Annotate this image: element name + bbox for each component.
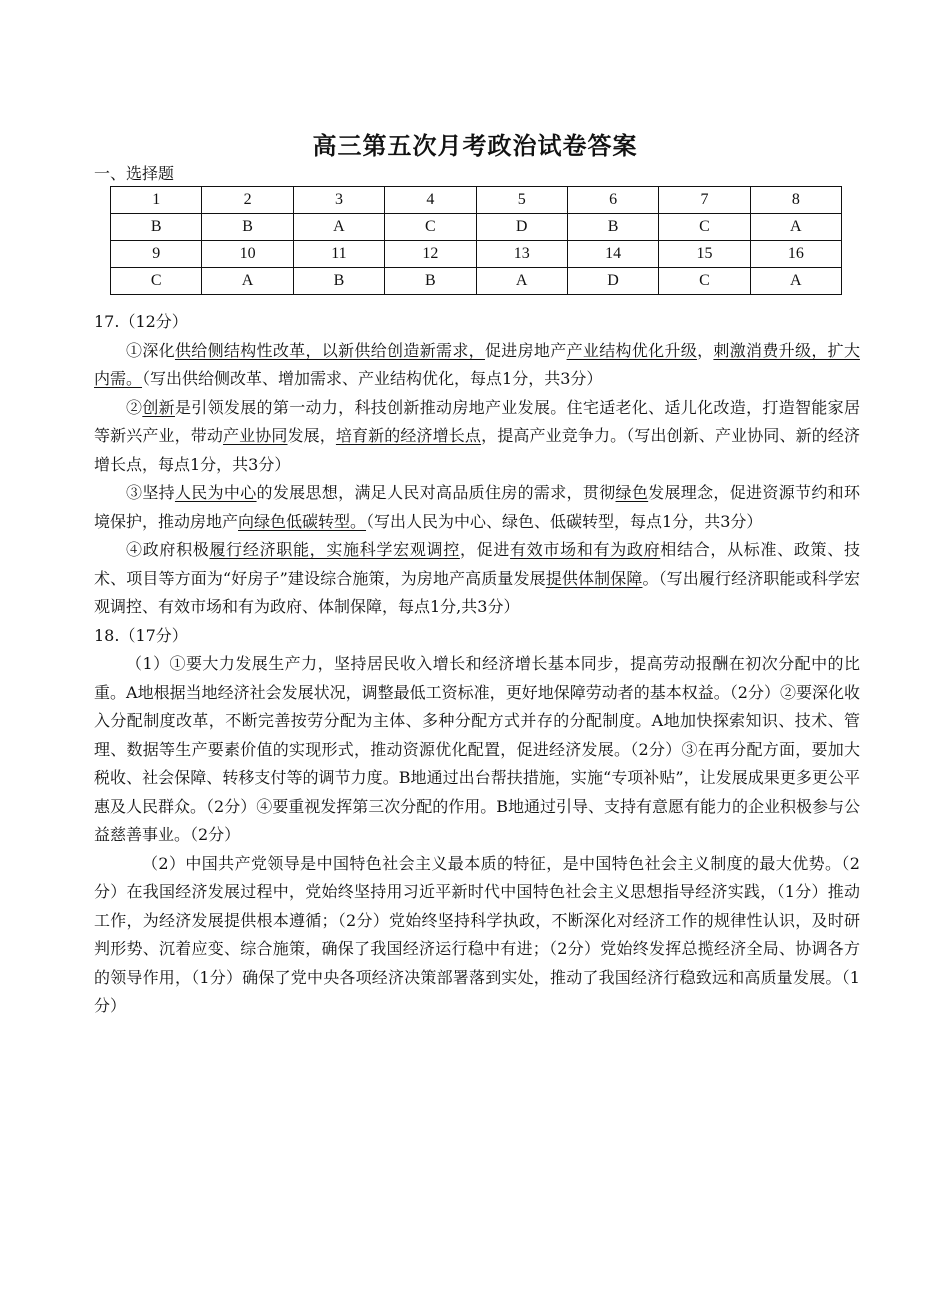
key-point: 创新 — [142, 397, 175, 417]
text-span: 相结合，从标准、政策、技术、项目等方面为“好房子”建设综合施策，为房地产高质量发展 — [94, 540, 860, 588]
key-point: 有效市场和有为政府 — [510, 540, 661, 559]
table-cell: B — [385, 268, 476, 295]
table-cell: 15 — [659, 241, 750, 268]
table-cell: A — [202, 268, 293, 295]
table-cell: 4 — [385, 187, 476, 214]
table-cell: 11 — [293, 241, 384, 268]
text-span: 发展， — [287, 426, 336, 445]
table-cell: 12 — [385, 241, 476, 268]
table-cell: D — [567, 268, 658, 295]
table-row — [111, 241, 842, 268]
key-point: 履行经济职能，实施科学宏观调控 — [209, 540, 460, 559]
text-span: 的发展思想，满足人民对高品质住房的需求，贯彻 — [256, 483, 616, 502]
table-cell: A — [750, 214, 841, 241]
answer-paragraph-4 — [94, 536, 860, 622]
table-cell: C — [659, 268, 750, 295]
key-point: 产业结构优化升级 — [566, 340, 698, 360]
key-point: 提供体制保障 — [545, 568, 643, 588]
table-cell: B — [202, 214, 293, 241]
table-cell: A — [750, 268, 841, 295]
table-cell: 8 — [750, 187, 841, 214]
text-span: ② — [126, 397, 143, 417]
table-row — [111, 268, 842, 295]
answer-18-part-2: （2）中国共产党领导是中国特色社会主义最本质的特征，是中国特色社会主义制度的最大优势。（2分）在我国经济发展过程中，党始终坚持用习近平新时代中国特色社会主义思想指导经济实践，（1分）推动工作，为经济发展提供根本遵循；（2分）党始终坚持科学执政，不断深化对经济工作的规律性认识，及时研判形势、沉着应变、综合施策，确保了我国经济运行稳中有进；（2分）党始终发挥总揽经济全局、协调各方的领导作用，（1分）确保了党中央各项经济决策部署落到实处，推动了我国经济行稳致远和高质量发展。（1分） — [94, 853, 860, 1015]
question-17 — [94, 308, 860, 1021]
section-choice-label: 一、选择题 — [94, 164, 175, 183]
table-row — [111, 187, 842, 214]
text-span: ④政府积极 — [126, 540, 210, 559]
page-title: 高三第五次月考政治试卷答案 — [312, 131, 638, 160]
text-span: ③坚持 — [126, 483, 175, 502]
table-cell: 7 — [659, 187, 750, 214]
key-point: 培育新的经济增长点 — [335, 426, 482, 445]
scoring-note: （写出供给侧改革、增加需求、产业结构优化，每点1分，共3分） — [142, 369, 603, 388]
table-cell: D — [476, 214, 567, 241]
question-17-heading: 17.（12分） — [94, 312, 188, 331]
table-cell: B — [111, 214, 202, 241]
table-cell: 1 — [111, 187, 202, 214]
table-cell: 9 — [111, 241, 202, 268]
table-cell: C — [385, 214, 476, 241]
scoring-note: 。（写出履行经济职能或科学宏观调控、有效市场和有为政府、体制保障，每点1分,共3分） — [94, 568, 860, 616]
answer-paragraph-2 — [94, 394, 860, 480]
scoring-note: ，提高产业竞争力。（写出创新、产业协同、新的经济增长点，每点1分，共3分） — [94, 426, 860, 474]
table-cell: B — [567, 214, 658, 241]
table-cell: B — [293, 268, 384, 295]
table-cell: 2 — [202, 187, 293, 214]
text-span: 是引领发展的第一动力，科技创新推动房地产业发展。住宅适老化、适儿化改造，打造智能家居等新兴产业，带动 — [94, 397, 860, 445]
answer-table — [110, 186, 842, 295]
table-cell: 3 — [293, 187, 384, 214]
key-point: 产业协同 — [223, 426, 288, 445]
table-cell: 10 — [202, 241, 293, 268]
table-cell: 14 — [567, 241, 658, 268]
answer-paragraph-3 — [94, 479, 860, 536]
text-span: ，促进 — [459, 540, 511, 559]
text-span: ①深化 — [126, 340, 175, 360]
text-span: ， — [697, 340, 714, 360]
table-row — [111, 214, 842, 241]
key-point: 刺激消费升级，扩大内需。 — [94, 340, 860, 388]
answer-18-part-1: （1）①要大力发展生产力，坚持居民收入增长和经济增长基本同步，提高劳动报酬在初次分配中的比重。A地根据当地经济社会发展状况，调整最低工资标准，更好地保障劳动者的基本权益。（2分）②要深化收入分配制度改革，不断完善按劳分配为主体、多种分配方式并存的分配制度。A地加快探索知识、技术、管理、数据等生产要素价值的实现形式，推动资源优化配置，促进经济发展。（2分）③在再分配方面，要加大税收、社会保障、转移支付等的调节力度。B地通过出台帮扶措施，实施“专项补贴”，让发展成果更多更公平惠及人民群众。（2分）④要重视发挥第三次分配的作用。B地通过引导、支持有意愿有能力的企业积极参与公益慈善事业。（2分） — [94, 654, 860, 844]
table-cell: C — [111, 268, 202, 295]
scoring-note: （写出人民为中心、绿色、低碳转型，每点1分，共3分） — [366, 511, 763, 531]
text-span: 发展理念，促进资源节约和环境保护，推动房地产 — [94, 483, 860, 531]
table-cell: 5 — [476, 187, 567, 214]
text-span: 促进房地产 — [484, 340, 567, 360]
key-point: 供给侧结构性改革，以新供给创造新需求， — [174, 340, 485, 360]
table-cell: 16 — [750, 241, 841, 268]
table-cell: 6 — [567, 187, 658, 214]
key-point: 向绿色低碳转型。 — [238, 511, 367, 531]
answer-paragraph-1 — [94, 337, 860, 394]
table-cell: 13 — [476, 241, 567, 268]
question-18-heading: 18.（17分） — [94, 625, 188, 645]
key-point: 人民为中心 — [174, 483, 257, 502]
key-point: 绿色 — [615, 483, 649, 502]
table-cell: C — [659, 214, 750, 241]
table-cell: A — [293, 214, 384, 241]
table-cell: A — [476, 268, 567, 295]
